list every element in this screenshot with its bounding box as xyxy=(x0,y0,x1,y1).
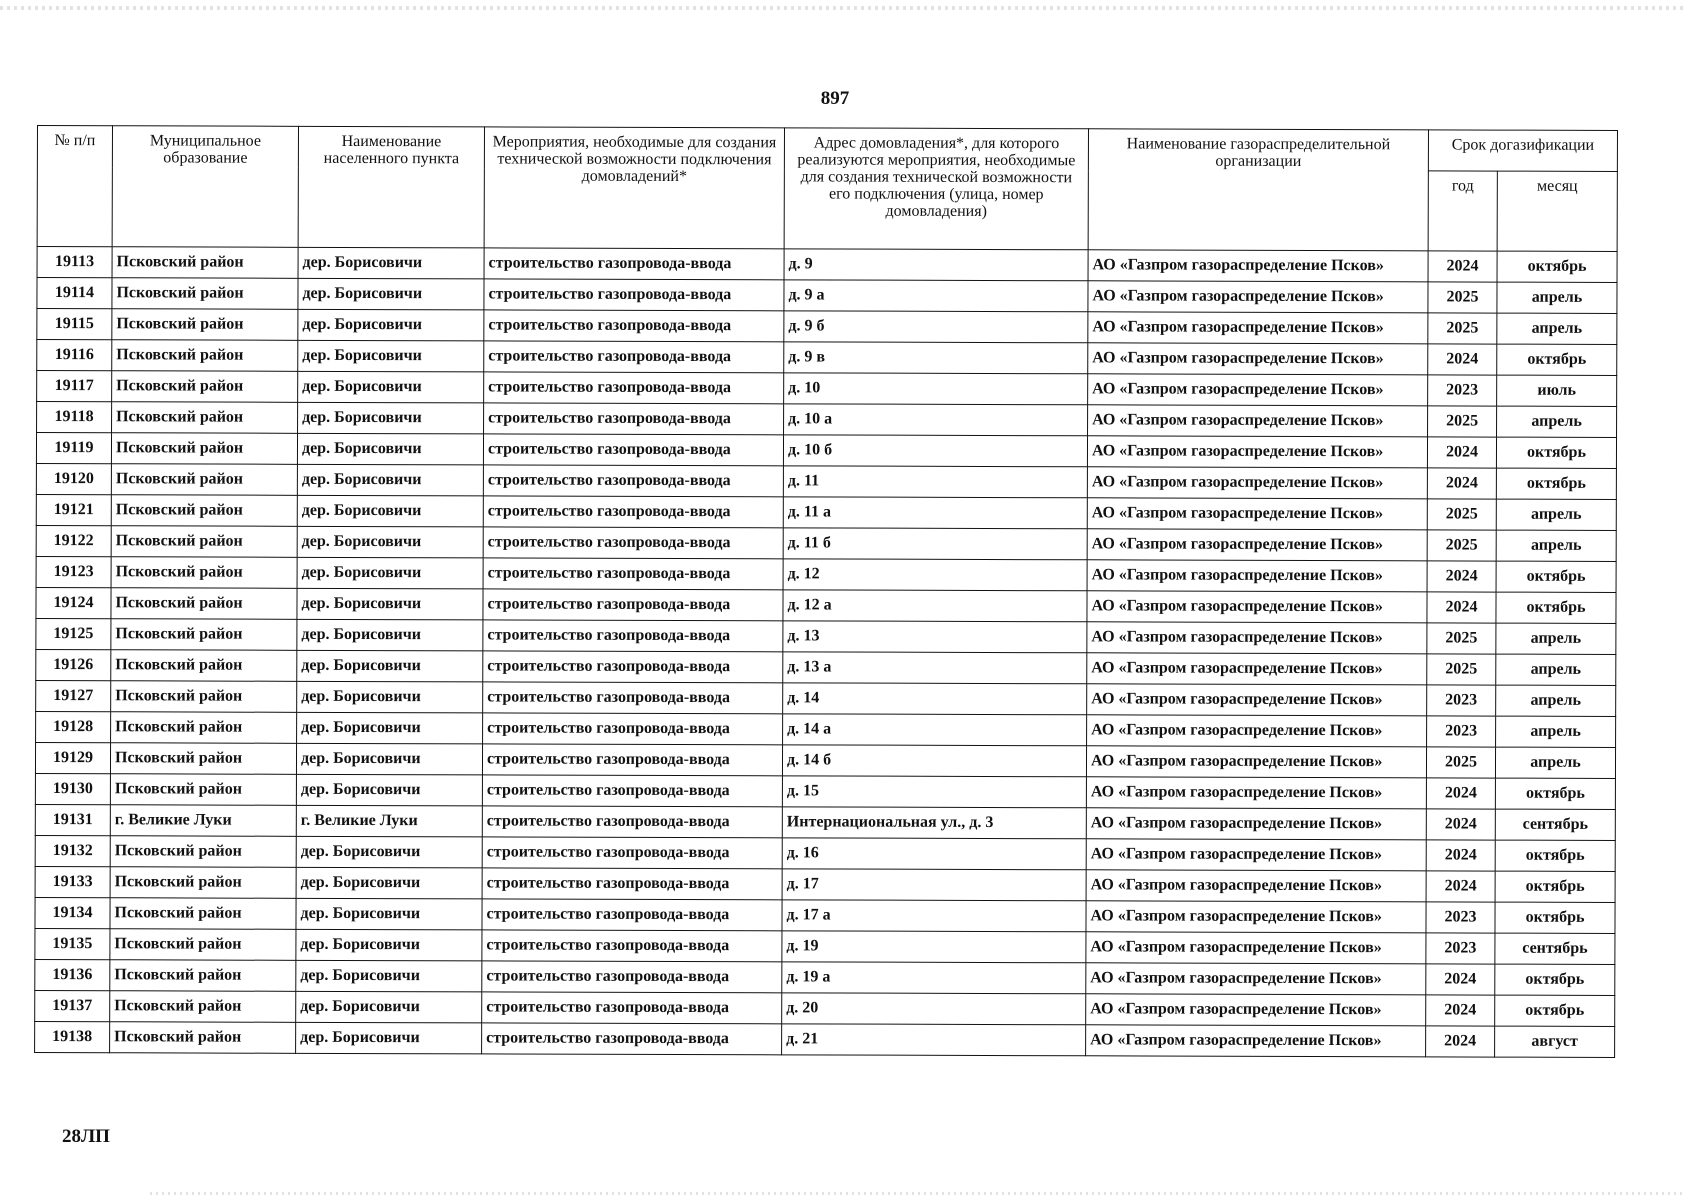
cell-year: 2024 xyxy=(1426,1026,1495,1057)
table-row xyxy=(36,680,1616,716)
cell-municipality: Псковский район xyxy=(111,557,297,589)
cell-settlement: дер. Борисовичи xyxy=(297,433,483,465)
cell-settlement: дер. Борисовичи xyxy=(298,340,484,372)
cell-month: октябрь xyxy=(1495,902,1615,933)
table-row xyxy=(35,742,1615,778)
cell-measure: строительство газопровода-ввода xyxy=(482,806,782,838)
table-row xyxy=(36,433,1616,469)
cell-year: 2024 xyxy=(1427,561,1496,592)
cell-municipality: Псковский район xyxy=(112,247,298,279)
cell-month: октябрь xyxy=(1496,592,1616,623)
cell-year: 2024 xyxy=(1428,344,1497,375)
footer-code: 28ЛП xyxy=(62,1126,110,1147)
cell-measure: строительство газопровода-ввода xyxy=(483,713,783,745)
cell-settlement: дер. Борисовичи xyxy=(297,557,483,589)
table-row xyxy=(36,587,1616,623)
cell-settlement: дер. Борисовичи xyxy=(298,371,484,403)
header-row-top xyxy=(37,126,1617,172)
header-measures: Мероприятия, необходимые для создания технической возможности подключения домовладений* xyxy=(484,127,784,249)
cell-month: октябрь xyxy=(1495,871,1615,902)
table-row xyxy=(37,278,1617,314)
cell-month: апрель xyxy=(1497,313,1617,344)
table-row xyxy=(37,247,1617,283)
cell-month: август xyxy=(1495,1026,1615,1057)
cell-organization: АО «Газпром газораспределение Псков» xyxy=(1087,653,1427,685)
cell-measure: строительство газопровода-ввода xyxy=(483,434,783,466)
cell-year: 2025 xyxy=(1428,282,1497,313)
cell-year: 2023 xyxy=(1428,375,1497,406)
cell-measure: строительство газопровода-ввода xyxy=(482,930,782,962)
cell-address: д. 10 а xyxy=(784,404,1088,436)
cell-municipality: Псковский район xyxy=(112,340,298,372)
cell-address: д. 10 б xyxy=(783,435,1087,467)
cell-month: октябрь xyxy=(1496,437,1616,468)
cell-settlement: дер. Борисовичи xyxy=(296,960,482,992)
header-num: № п/п xyxy=(37,126,112,247)
header-settlement: Наименование населенного пункта xyxy=(298,126,484,248)
cell-year: 2024 xyxy=(1426,871,1495,902)
cell-measure: строительство газопровода-ввода xyxy=(482,775,782,807)
cell-organization: АО «Газпром газораспределение Псков» xyxy=(1086,932,1426,964)
cell-municipality: Псковский район xyxy=(111,464,297,496)
cell-address: д. 14 б xyxy=(782,745,1086,777)
cell-municipality: Псковский район xyxy=(110,836,296,868)
cell-settlement: дер. Борисовичи xyxy=(296,867,482,899)
cell-address: д. 17 xyxy=(782,869,1086,901)
cell-month: октябрь xyxy=(1496,468,1616,499)
cell-measure: строительство газопровода-ввода xyxy=(482,961,782,993)
cell-year: 2025 xyxy=(1427,654,1496,685)
cell-address: д. 12 xyxy=(783,559,1087,591)
cell-organization: АО «Газпром газораспределение Псков» xyxy=(1087,591,1427,623)
cell-municipality: Псковский район xyxy=(111,588,297,620)
cell-address: д. 11 б xyxy=(783,528,1087,560)
cell-settlement: дер. Борисовичи xyxy=(296,774,482,806)
table-row xyxy=(35,773,1615,809)
table-row xyxy=(35,959,1615,995)
table-row xyxy=(36,649,1616,685)
cell-year: 2023 xyxy=(1426,933,1495,964)
cell-num: 19117 xyxy=(37,371,112,402)
cell-settlement: дер. Борисовичи xyxy=(296,929,482,961)
cell-month: апрель xyxy=(1497,406,1617,437)
cell-organization: АО «Газпром газораспределение Псков» xyxy=(1086,963,1426,995)
cell-municipality: Псковский район xyxy=(110,1022,296,1054)
cell-settlement: дер. Борисовичи xyxy=(297,588,483,620)
table-row xyxy=(35,804,1615,840)
cell-measure: строительство газопровода-ввода xyxy=(482,868,782,900)
cell-num: 19119 xyxy=(36,433,111,464)
cell-municipality: Псковский район xyxy=(110,867,296,899)
cell-num: 19138 xyxy=(35,1021,110,1052)
cell-organization: АО «Газпром газораспределение Псков» xyxy=(1088,405,1428,437)
cell-measure: строительство газопровода-ввода xyxy=(483,465,783,497)
cell-measure: строительство газопровода-ввода xyxy=(484,279,784,311)
header-year: год xyxy=(1428,171,1497,251)
cell-measure: строительство газопровода-ввода xyxy=(483,682,783,714)
cell-settlement: дер. Борисовичи xyxy=(297,526,483,558)
cell-year: 2024 xyxy=(1426,995,1495,1026)
cell-municipality: Псковский район xyxy=(111,712,297,744)
cell-address: Интернациональная ул., д. 3 xyxy=(782,807,1086,839)
table-row xyxy=(36,711,1616,747)
cell-num: 19137 xyxy=(35,990,110,1021)
cell-organization: АО «Газпром газораспределение Псков» xyxy=(1086,1025,1426,1057)
cell-num: 19125 xyxy=(36,618,111,649)
cell-year: 2023 xyxy=(1427,716,1496,747)
cell-month: сентябрь xyxy=(1495,933,1615,964)
cell-municipality: Псковский район xyxy=(112,402,298,434)
cell-municipality: Псковский район xyxy=(110,960,296,992)
cell-address: д. 14 xyxy=(783,683,1087,715)
cell-measure: строительство газопровода-ввода xyxy=(484,372,784,404)
cell-num: 19113 xyxy=(37,247,112,278)
cell-settlement: дер. Борисовичи xyxy=(298,278,484,310)
cell-month: апрель xyxy=(1496,530,1616,561)
header-deadline: Срок догазификации xyxy=(1428,130,1617,172)
cell-settlement: дер. Борисовичи xyxy=(297,464,483,496)
cell-address: д. 9 б xyxy=(784,311,1088,343)
cell-num: 19115 xyxy=(37,309,112,340)
cell-settlement: г. Великие Луки xyxy=(296,805,482,837)
cell-organization: АО «Газпром газораспределение Псков» xyxy=(1087,560,1427,592)
cell-address: д. 20 xyxy=(782,993,1086,1025)
cell-address: д. 14 а xyxy=(783,714,1087,746)
cell-measure: строительство газопровода-ввода xyxy=(484,310,784,342)
cell-municipality: Псковский район xyxy=(110,991,296,1023)
cell-organization: АО «Газпром газораспределение Псков» xyxy=(1087,467,1427,499)
cell-month: сентябрь xyxy=(1495,809,1615,840)
cell-settlement: дер. Борисовичи xyxy=(297,495,483,527)
cell-measure: строительство газопровода-ввода xyxy=(483,496,783,528)
cell-organization: АО «Газпром газораспределение Псков» xyxy=(1086,777,1426,809)
cell-num: 19114 xyxy=(37,278,112,309)
cell-measure: строительство газопровода-ввода xyxy=(483,527,783,559)
cell-organization: АО «Газпром газораспределение Псков» xyxy=(1088,343,1428,375)
table-row xyxy=(35,897,1615,933)
cell-address: д. 19 а xyxy=(782,962,1086,994)
cell-month: апрель xyxy=(1496,685,1616,716)
cell-settlement: дер. Борисовичи xyxy=(297,619,483,651)
cell-settlement: дер. Борисовичи xyxy=(296,1022,482,1054)
cell-municipality: Псковский район xyxy=(111,495,297,527)
table-header xyxy=(37,126,1617,252)
cell-month: октябрь xyxy=(1495,778,1615,809)
table-row xyxy=(36,556,1616,592)
cell-month: июль xyxy=(1497,375,1617,406)
cell-address: д. 15 xyxy=(782,776,1086,808)
cell-year: 2023 xyxy=(1427,685,1496,716)
cell-year: 2024 xyxy=(1427,437,1496,468)
cell-measure: строительство газопровода-ввода xyxy=(483,651,783,683)
cell-municipality: Псковский район xyxy=(111,650,297,682)
table-row xyxy=(35,990,1615,1026)
gasification-table xyxy=(34,125,1618,1058)
header-municipality: Муниципальное образование xyxy=(112,126,298,248)
cell-month: апрель xyxy=(1496,716,1616,747)
cell-organization: АО «Газпром газораспределение Псков» xyxy=(1087,715,1427,747)
cell-num: 19126 xyxy=(36,649,111,680)
table-row xyxy=(37,309,1617,345)
cell-year: 2025 xyxy=(1427,623,1496,654)
table-row xyxy=(37,402,1617,438)
cell-municipality: г. Великие Луки xyxy=(110,805,296,837)
cell-year: 2025 xyxy=(1428,313,1497,344)
cell-num: 19136 xyxy=(35,959,110,990)
cell-num: 19120 xyxy=(36,463,111,494)
cell-month: апрель xyxy=(1496,654,1616,685)
cell-measure: строительство газопровода-ввода xyxy=(482,744,782,776)
cell-month: апрель xyxy=(1496,623,1616,654)
cell-address: д. 11 а xyxy=(783,497,1087,529)
table-row xyxy=(35,928,1615,964)
cell-municipality: Псковский район xyxy=(111,433,297,465)
header-organization: Наименование газораспределительной организации xyxy=(1088,129,1428,251)
cell-municipality: Псковский район xyxy=(110,929,296,961)
cell-address: д. 13 а xyxy=(783,652,1087,684)
cell-settlement: дер. Борисовичи xyxy=(297,712,483,744)
cell-address: д. 10 xyxy=(784,373,1088,405)
scan-edge-bottom xyxy=(150,1192,1686,1195)
cell-organization: АО «Газпром газораспределение Псков» xyxy=(1086,746,1426,778)
cell-num: 19129 xyxy=(35,742,110,773)
cell-measure: строительство газопровода-ввода xyxy=(483,620,783,652)
cell-month: октябрь xyxy=(1495,964,1615,995)
cell-month: октябрь xyxy=(1497,251,1617,282)
table-row xyxy=(37,371,1617,407)
cell-year: 2024 xyxy=(1427,468,1496,499)
cell-address: д. 16 xyxy=(782,838,1086,870)
cell-settlement: дер. Борисовичи xyxy=(296,991,482,1023)
cell-settlement: дер. Борисовичи xyxy=(298,309,484,341)
cell-address: д. 17 а xyxy=(782,900,1086,932)
cell-year: 2024 xyxy=(1426,778,1495,809)
cell-municipality: Псковский район xyxy=(110,743,296,775)
cell-organization: АО «Газпром газораспределение Псков» xyxy=(1087,684,1427,716)
cell-year: 2024 xyxy=(1428,251,1497,282)
cell-municipality: Псковский район xyxy=(111,619,297,651)
cell-municipality: Псковский район xyxy=(111,526,297,558)
cell-municipality: Псковский район xyxy=(112,309,298,341)
cell-num: 19128 xyxy=(36,711,111,742)
cell-year: 2024 xyxy=(1427,592,1496,623)
cell-measure: строительство газопровода-ввода xyxy=(483,558,783,590)
cell-address: д. 9 а xyxy=(784,280,1088,312)
cell-num: 19131 xyxy=(35,804,110,835)
cell-organization: АО «Газпром газораспределение Псков» xyxy=(1088,250,1428,282)
cell-settlement: дер. Борисовичи xyxy=(296,898,482,930)
cell-settlement: дер. Борисовичи xyxy=(298,247,484,279)
cell-measure: строительство газопровода-ввода xyxy=(482,992,782,1024)
cell-num: 19116 xyxy=(37,340,112,371)
cell-num: 19135 xyxy=(35,928,110,959)
cell-month: октябрь xyxy=(1495,840,1615,871)
cell-year: 2025 xyxy=(1427,499,1496,530)
cell-num: 19132 xyxy=(35,835,110,866)
cell-num: 19121 xyxy=(36,494,111,525)
scan-edge-top xyxy=(0,6,1686,10)
header-month: месяц xyxy=(1497,171,1617,251)
cell-organization: АО «Газпром газораспределение Псков» xyxy=(1087,622,1427,654)
cell-settlement: дер. Борисовичи xyxy=(297,650,483,682)
cell-measure: строительство газопровода-ввода xyxy=(484,403,784,435)
table-body xyxy=(35,247,1618,1058)
cell-municipality: Псковский район xyxy=(110,898,296,930)
cell-municipality: Псковский район xyxy=(111,681,297,713)
cell-address: д. 9 в xyxy=(784,342,1088,374)
cell-month: октябрь xyxy=(1497,344,1617,375)
cell-organization: АО «Газпром газораспределение Псков» xyxy=(1088,374,1428,406)
cell-organization: АО «Газпром газораспределение Псков» xyxy=(1086,808,1426,840)
page-number: 897 xyxy=(820,88,850,109)
cell-month: октябрь xyxy=(1495,995,1615,1026)
cell-num: 19124 xyxy=(36,587,111,618)
cell-address: д. 19 xyxy=(782,931,1086,963)
cell-organization: АО «Газпром газораспределение Псков» xyxy=(1087,436,1427,468)
cell-num: 19127 xyxy=(36,680,111,711)
cell-organization: АО «Газпром газораспределение Псков» xyxy=(1088,281,1428,313)
header-address: Адрес домовладения*, для которого реализуются мероприятия, необходимые для создания технической возможности его подключения (улица, номер домовладения) xyxy=(784,128,1088,250)
cell-measure: строительство газопровода-ввода xyxy=(482,899,782,931)
cell-measure: строительство газопровода-ввода xyxy=(482,1023,782,1055)
cell-measure: строительство газопровода-ввода xyxy=(484,341,784,373)
cell-address: д. 12 а xyxy=(783,590,1087,622)
cell-num: 19123 xyxy=(36,556,111,587)
cell-year: 2023 xyxy=(1426,902,1495,933)
cell-organization: АО «Газпром газораспределение Псков» xyxy=(1086,839,1426,871)
table-row xyxy=(37,340,1617,376)
cell-settlement: дер. Борисовичи xyxy=(296,743,482,775)
cell-organization: АО «Газпром газораспределение Псков» xyxy=(1086,901,1426,933)
cell-year: 2024 xyxy=(1426,840,1495,871)
cell-address: д. 9 xyxy=(784,249,1088,281)
cell-address: д. 13 xyxy=(783,621,1087,653)
table-row xyxy=(36,494,1616,530)
cell-num: 19130 xyxy=(35,773,110,804)
cell-settlement: дер. Борисовичи xyxy=(297,681,483,713)
table-row xyxy=(35,1021,1615,1057)
cell-month: апрель xyxy=(1496,499,1616,530)
cell-settlement: дер. Борисовичи xyxy=(298,402,484,434)
table-row xyxy=(35,866,1615,902)
cell-num: 19118 xyxy=(37,402,112,433)
table-row xyxy=(36,525,1616,561)
cell-municipality: Псковский район xyxy=(112,371,298,403)
cell-address: д. 21 xyxy=(782,1024,1086,1056)
cell-month: апрель xyxy=(1497,282,1617,313)
cell-organization: АО «Газпром газораспределение Псков» xyxy=(1087,498,1427,530)
cell-num: 19122 xyxy=(36,525,111,556)
table-row xyxy=(36,618,1616,654)
cell-organization: АО «Газпром газораспределение Псков» xyxy=(1086,994,1426,1026)
cell-measure: строительство газопровода-ввода xyxy=(484,248,784,280)
cell-month: апрель xyxy=(1495,747,1615,778)
table-row xyxy=(36,463,1616,499)
cell-num: 19133 xyxy=(35,866,110,897)
cell-settlement: дер. Борисовичи xyxy=(296,836,482,868)
cell-measure: строительство газопровода-ввода xyxy=(483,589,783,621)
cell-year: 2025 xyxy=(1427,530,1496,561)
cell-num: 19134 xyxy=(35,897,110,928)
cell-address: д. 11 xyxy=(783,466,1087,498)
cell-year: 2024 xyxy=(1426,809,1495,840)
cell-year: 2025 xyxy=(1426,747,1495,778)
cell-organization: АО «Газпром газораспределение Псков» xyxy=(1086,870,1426,902)
cell-municipality: Псковский район xyxy=(112,278,298,310)
cell-organization: АО «Газпром газораспределение Псков» xyxy=(1088,312,1428,344)
cell-municipality: Псковский район xyxy=(110,774,296,806)
cell-year: 2025 xyxy=(1428,406,1497,437)
cell-month: октябрь xyxy=(1496,561,1616,592)
cell-measure: строительство газопровода-ввода xyxy=(482,837,782,869)
cell-year: 2024 xyxy=(1426,964,1495,995)
cell-organization: АО «Газпром газораспределение Псков» xyxy=(1087,529,1427,561)
table-row xyxy=(35,835,1615,871)
